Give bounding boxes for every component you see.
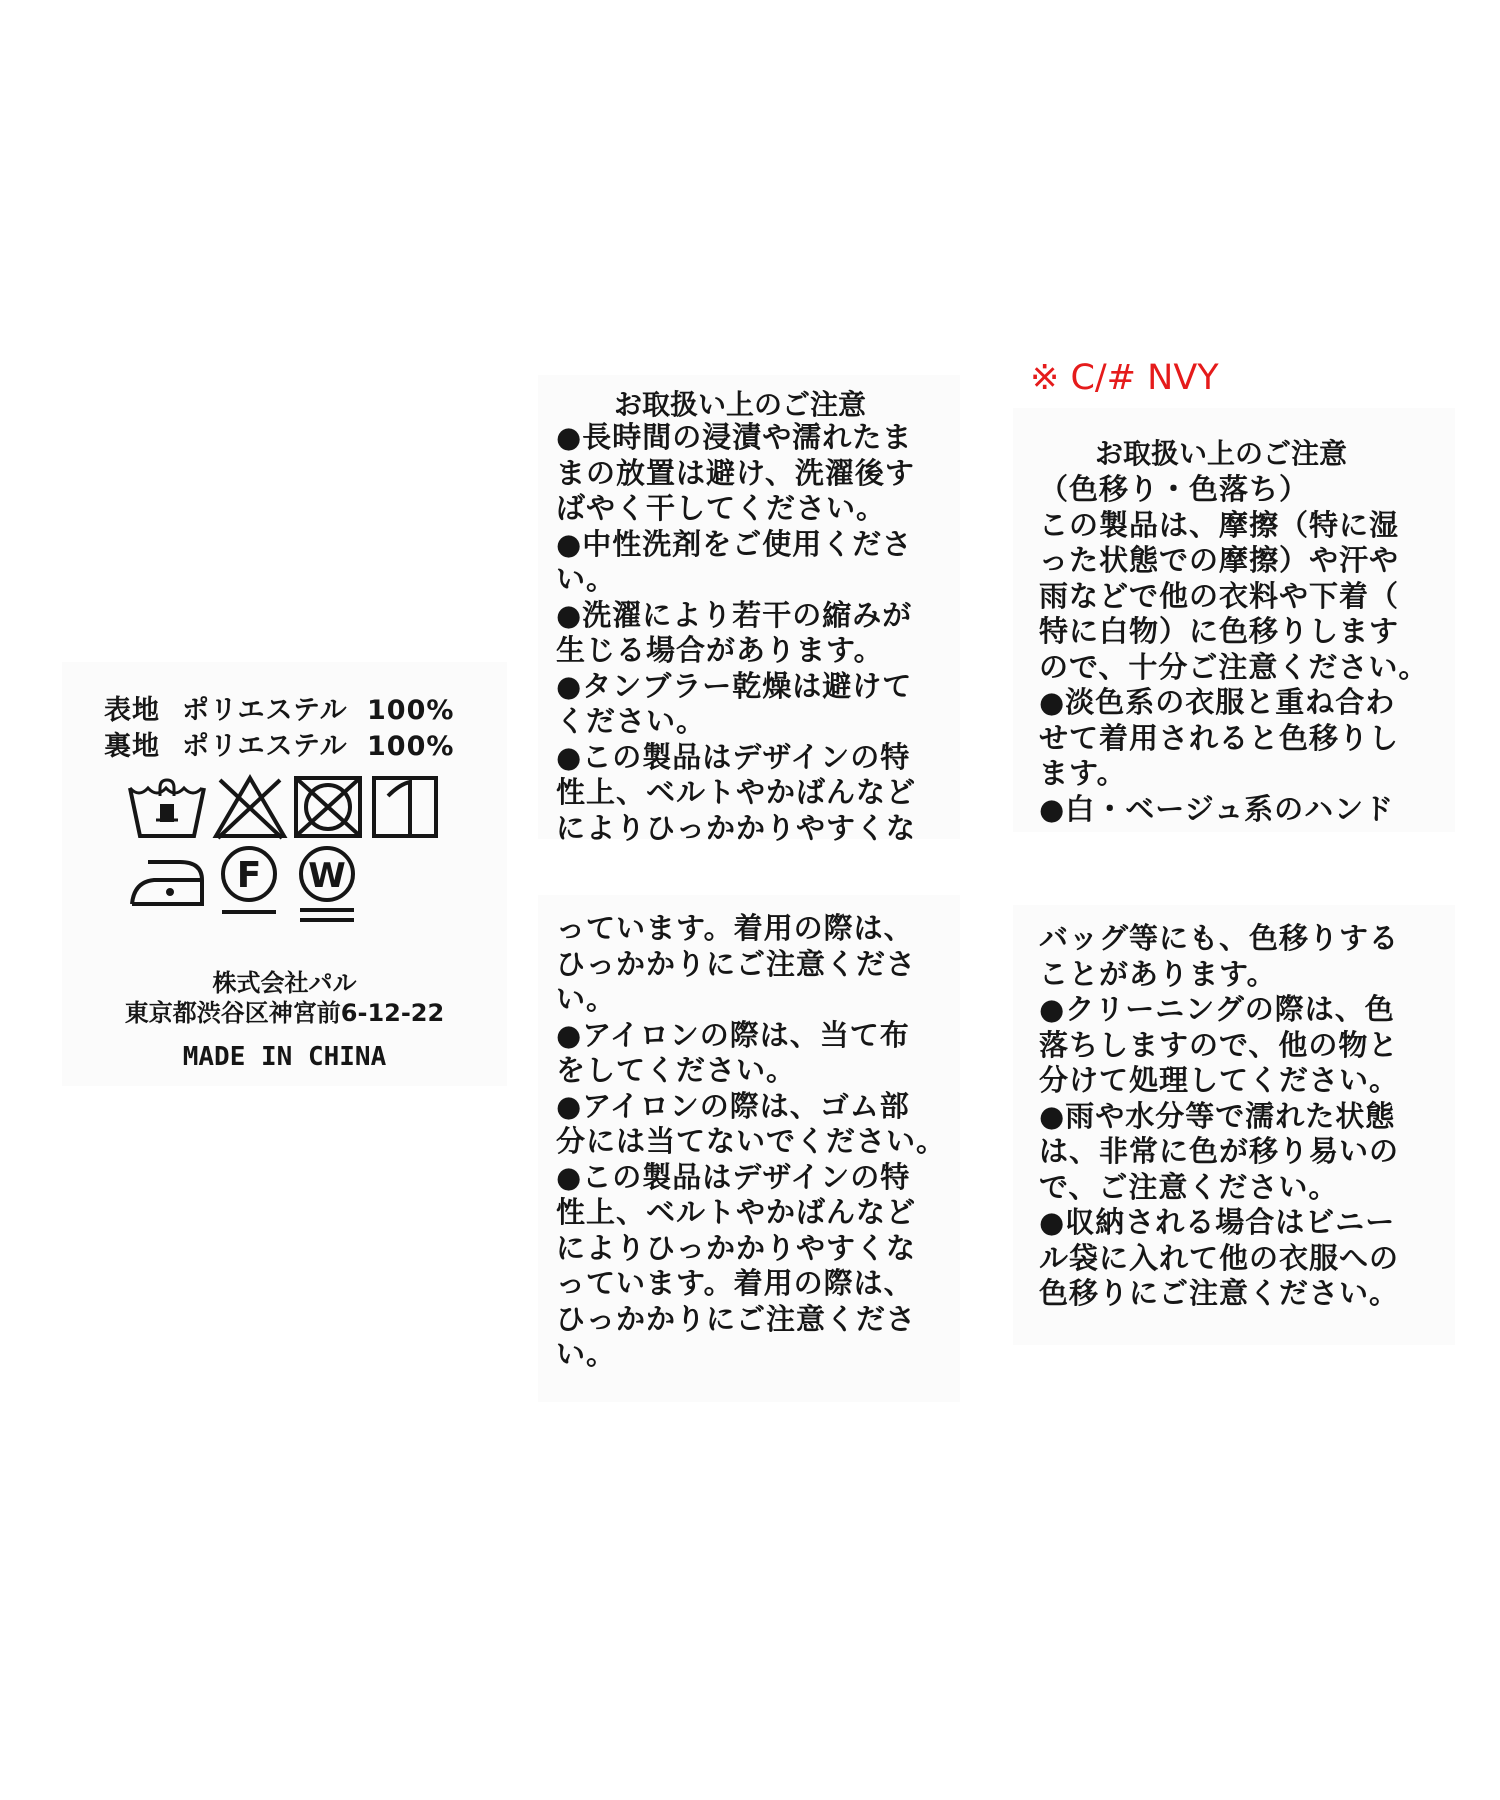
notice-line: ます。 <box>1039 756 1127 790</box>
notice-line: 分には当てないでください。 <box>556 1124 947 1158</box>
dry-clean-f-icon <box>216 844 282 920</box>
notice-line: ●この製品はデザインの特 <box>556 739 911 774</box>
notice-line: ばやく干してください。 <box>556 491 887 525</box>
notice-line: ことがあります。 <box>1039 956 1277 991</box>
country-of-origin: MADE IN CHINA <box>182 1042 387 1072</box>
notice-line: ●タンブラー乾燥は避けて <box>556 668 913 703</box>
notice-body <box>556 420 916 846</box>
notice-line: ので、十分ご注意ください。 <box>1039 649 1429 684</box>
fiber-percent: 100% <box>367 695 455 726</box>
notice-line: 生じる場合があります。 <box>556 633 884 667</box>
notice-line: 色移りにご注意ください。 <box>1039 1276 1400 1310</box>
notice-line: この製品は、摩擦（特に湿 <box>1039 507 1400 542</box>
notice-line: った状態での摩擦）や汗や <box>1039 543 1400 577</box>
fiber-part: 表地 <box>104 695 160 726</box>
notice-body <box>1039 921 1399 1312</box>
notice-line: せて着用されると色移りし <box>1039 720 1400 755</box>
notice-line: ●淡色系の衣服と重ね合わ <box>1039 685 1396 719</box>
color-transfer-notice-panel-2 <box>1013 905 1455 1345</box>
notice-line: 性上、ベルトやかばんなど <box>556 1195 917 1229</box>
fiber-part: 裏地 <box>104 731 160 762</box>
notice-line: 分けて処理してください。 <box>1039 1063 1400 1097</box>
variant-note: ※ C/# NVY <box>1030 358 1219 398</box>
color-transfer-notice-panel-1 <box>1013 408 1455 832</box>
notice-line: 性上、ベルトやかばんなど <box>556 775 917 809</box>
notice-line: ●アイロンの際は、当て布 <box>556 1017 910 1052</box>
notice-line: ●アイロンの際は、ゴム部 <box>556 1088 910 1123</box>
notice-line: ●雨や水分等で濡れた状態 <box>1039 1098 1396 1133</box>
notice-line: ル袋に入れて他の衣服への <box>1039 1240 1400 1275</box>
notice-line: ●白・ベージュ系のハンド <box>1039 791 1395 826</box>
notice-line: ●クリーニングの際は、色 <box>1039 992 1395 1026</box>
notice-line: は、非常に色が移り易いの <box>1039 1134 1400 1168</box>
notice-line: ●収納される場合はビニー <box>1039 1205 1396 1239</box>
notice-body <box>556 911 946 1373</box>
notice-line: ください。 <box>556 704 707 738</box>
notice-line: 雨などで他の衣料や下着（ <box>1039 578 1400 613</box>
no-tumble-dry-icon <box>292 774 364 840</box>
notice-title: お取扱い上のご注意 <box>1095 437 1348 470</box>
notice-line: 落ちしますので、他の物と <box>1039 1027 1399 1062</box>
notice-line: い。 <box>556 982 617 1016</box>
svg-text:F: F <box>236 855 262 896</box>
notice-line: まの放置は避け、洗濯後す <box>556 455 915 490</box>
notice-line: バッグ等にも、色移りする <box>1039 921 1400 955</box>
fiber-row <box>104 688 454 727</box>
wet-clean-w-icon <box>294 844 360 926</box>
fiber-material: ポリエステル <box>182 695 348 726</box>
notice-line: ●洗濯により若干の縮みが <box>556 597 913 632</box>
notice-line: ●この製品はデザインの特 <box>556 1159 911 1194</box>
fiber-percent: 100% <box>367 731 455 762</box>
care-notice-panel-2 <box>538 895 960 1402</box>
notice-line: っています。着用の際は、 <box>556 911 914 945</box>
notice-line: 特に白物）に色移りします <box>1039 614 1400 648</box>
notice-line: で、ご注意ください。 <box>1039 1169 1339 1204</box>
notice-line: ひっかかりにご注意くださ <box>556 946 917 981</box>
fiber-row <box>104 724 454 763</box>
notice-line: ●長時間の浸漬や濡れたま <box>556 420 913 454</box>
notice-line: い。 <box>556 562 617 596</box>
notice-line: （色移り・色落ち） <box>1039 472 1310 506</box>
line-dry-icon <box>370 774 440 840</box>
notice-line: によりひっかかりやすくな <box>556 1230 917 1265</box>
company-name: 株式会社パル <box>212 969 357 997</box>
notice-line: い。 <box>556 1337 617 1371</box>
svg-text:W: W <box>308 856 346 896</box>
notice-title: お取扱い上のご注意 <box>614 388 867 421</box>
company-address: 東京都渋谷区神宮前6-12-22 <box>124 999 445 1027</box>
notice-line: ●中性洗剤をご使用くださ <box>556 526 913 561</box>
care-notice-panel-1 <box>538 375 960 845</box>
hand-wash-40-icon <box>126 774 208 840</box>
notice-line: ひっかかりにご注意くださ <box>556 1301 917 1336</box>
no-bleach-icon <box>212 774 288 840</box>
notice-line: によりひっかかりやすくな <box>556 810 917 845</box>
notice-body <box>1039 472 1428 827</box>
fiber-material: ポリエステル <box>182 731 348 762</box>
composition-label <box>62 662 507 1086</box>
notice-line: っています。着用の際は、 <box>556 1266 914 1300</box>
notice-line: をしてください。 <box>556 1053 797 1087</box>
iron-low-icon <box>126 850 208 910</box>
